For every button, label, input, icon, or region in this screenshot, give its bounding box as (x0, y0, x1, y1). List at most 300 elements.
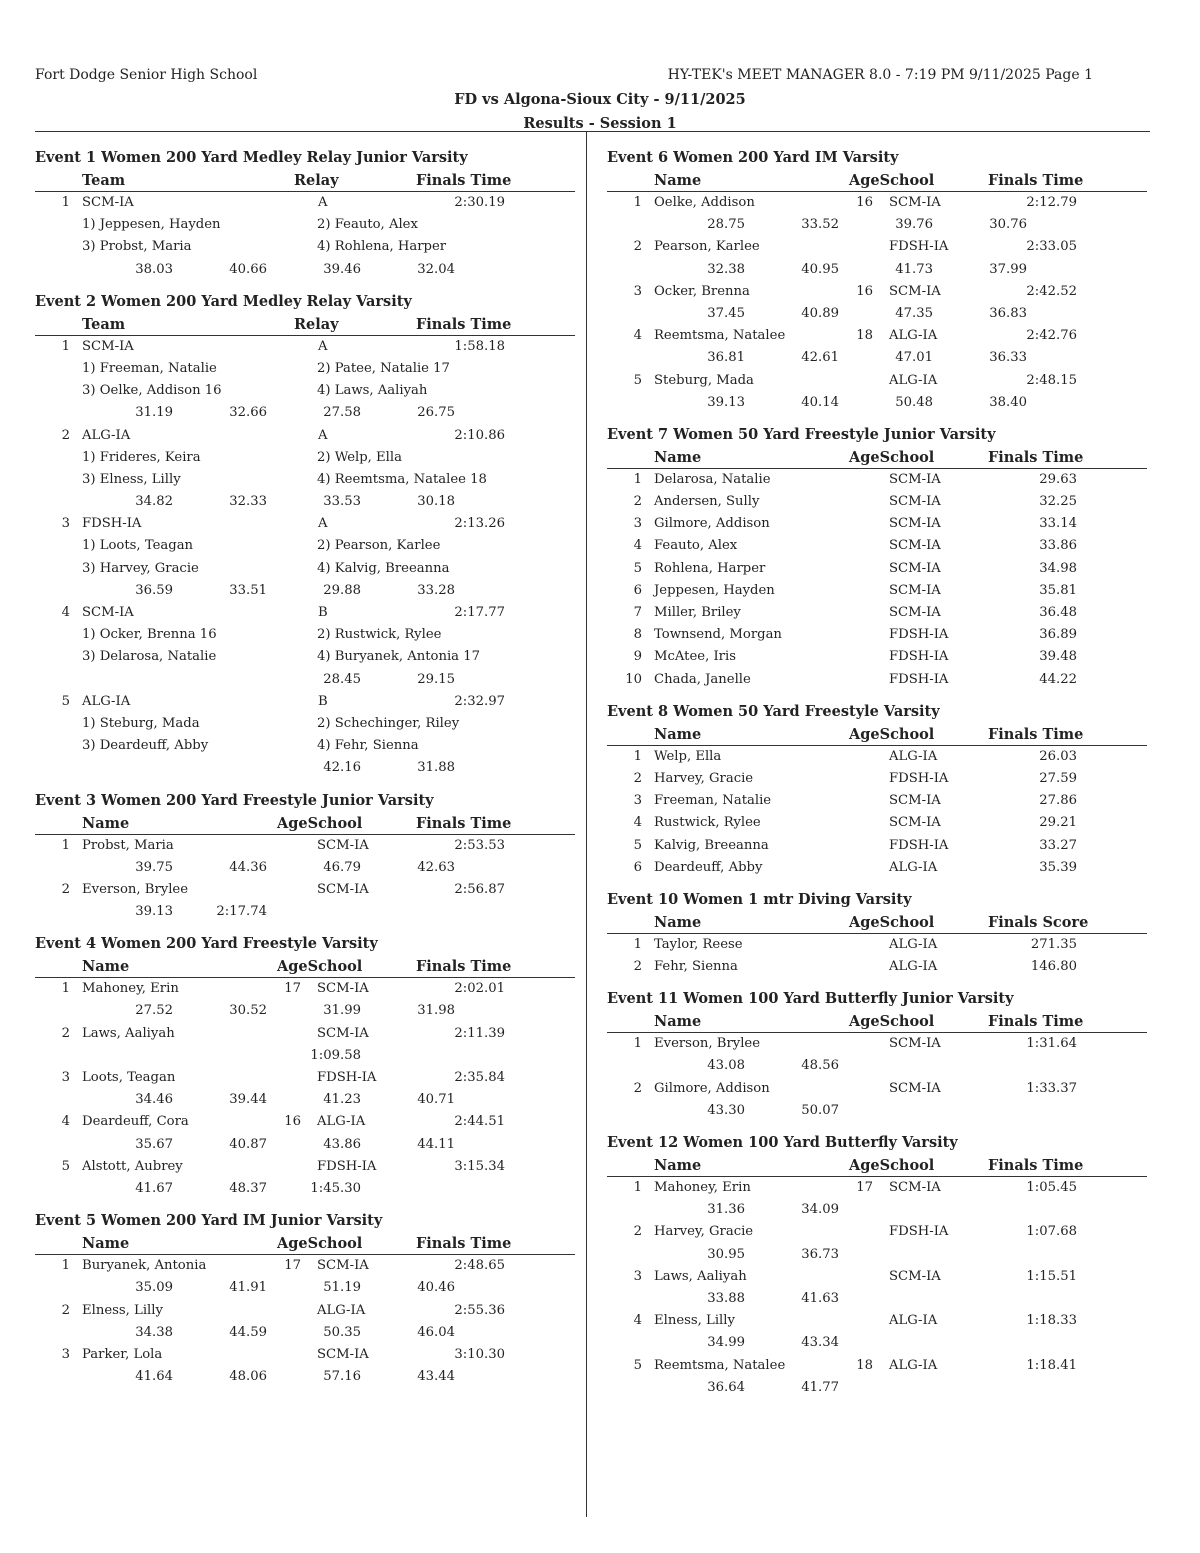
splits-row (607, 1100, 1147, 1122)
result-row (607, 192, 1147, 214)
school-code: SCM-IA (317, 981, 369, 997)
finals-time: 2:10.86 (454, 427, 505, 443)
place: 3 (61, 516, 70, 532)
split-time: 39.46 (323, 261, 361, 277)
split-time: 47.01 (895, 350, 933, 366)
relay-letter: B (318, 605, 328, 620)
relay-swimmers-row (35, 214, 575, 236)
header-ageschool: AgeSchool (849, 725, 935, 743)
finals-time: 1:58.18 (454, 338, 505, 354)
school-code: FDSH-IA (889, 627, 949, 643)
split-time: 40.14 (801, 394, 839, 410)
split-time: 38.40 (989, 394, 1027, 410)
result-row (607, 602, 1147, 624)
header-name: Name (654, 448, 702, 466)
column-headers (607, 912, 1147, 934)
column-headers (35, 1233, 575, 1255)
header-relay: Relay (294, 172, 339, 189)
result-row (607, 1078, 1147, 1100)
column-headers (35, 813, 575, 835)
swimmer-age: 16 (856, 195, 873, 210)
result-row (607, 513, 1147, 535)
split-time: 50.48 (895, 394, 933, 410)
relay-swimmer: 4) Rohlena, Harper (317, 239, 447, 255)
school-code: ALG-IA (317, 1114, 366, 1130)
split-time: 27.58 (323, 405, 361, 421)
column-headers (35, 170, 575, 192)
column-headers (607, 447, 1147, 469)
splits-row (35, 757, 575, 779)
splits-row (35, 1089, 575, 1111)
place: 5 (633, 1357, 642, 1373)
relay-swimmer: 3) Deardeuff, Abby (82, 738, 209, 754)
split-time: 48.56 (801, 1058, 839, 1074)
result-row (607, 535, 1147, 557)
finals-time: 2:17.77 (454, 605, 505, 620)
finals-time: 27.59 (1039, 770, 1077, 786)
swimmer-name: Chada, Janelle (654, 671, 751, 687)
header-finals: Finals Time (416, 172, 512, 189)
split-time: 29.88 (323, 582, 361, 598)
column-headers (607, 724, 1147, 746)
place: 1 (633, 1180, 642, 1195)
place: 10 (625, 671, 642, 687)
event-title: Event 10 Women 1 mtr Diving Varsity (607, 890, 912, 908)
school-code: SCM-IA (889, 1036, 941, 1052)
splits-row (35, 857, 575, 879)
split-time: 51.19 (323, 1280, 361, 1296)
relay-swimmers-row (35, 535, 575, 557)
swimmer-name: Taylor, Reese (654, 936, 743, 952)
result-row (607, 491, 1147, 513)
school-code: ALG-IA (889, 959, 938, 975)
relay-swimmers-row (35, 558, 575, 580)
header-finals: Finals Time (988, 1157, 1084, 1174)
swimmer-name: Oelke, Addison (654, 195, 755, 210)
place: 2 (633, 239, 642, 255)
event-block (607, 423, 1147, 691)
finals-time: 26.03 (1039, 748, 1077, 764)
header-finals: Finals Time (416, 958, 512, 976)
swimmer-name: Fehr, Sienna (654, 959, 738, 975)
swimmer-age: 17 (284, 981, 301, 997)
split-time: 48.37 (229, 1180, 267, 1196)
school-code: SCM-IA (889, 538, 941, 554)
header-name: Name (654, 1013, 702, 1031)
swimmer-age: 18 (856, 328, 873, 344)
software-info: HY-TEK's MEET MANAGER 8.0 - 7:19 PM 9/11/2025 Page 1 (667, 67, 1093, 83)
place: 3 (633, 1268, 642, 1284)
result-row (35, 425, 575, 447)
finals-time: 34.98 (1039, 560, 1077, 576)
split-time: 36.33 (989, 350, 1027, 366)
split-time: 36.59 (135, 582, 173, 598)
header-ageschool: AgeSchool (277, 814, 363, 832)
header-finals: Finals Time (988, 1013, 1084, 1031)
header-name: Name (82, 1235, 130, 1253)
team-name: SCM-IA (82, 195, 134, 210)
result-row (607, 812, 1147, 834)
swimmer-name: Pearson, Karlee (654, 239, 760, 255)
split-time: 31.19 (135, 405, 173, 421)
swimmer-name: Steburg, Mada (654, 372, 754, 388)
column-divider (586, 132, 587, 1517)
school-code: ALG-IA (889, 328, 938, 344)
finals-time: 1:07.68 (1026, 1224, 1077, 1240)
split-time: 41.63 (801, 1290, 839, 1306)
split-time: 33.53 (323, 494, 361, 510)
split-time: 46.04 (417, 1324, 455, 1340)
split-time: 46.79 (323, 859, 361, 875)
swimmer-name: Laws, Aaliyah (654, 1268, 747, 1284)
header-name: Name (654, 913, 702, 931)
split-time: 35.67 (135, 1136, 173, 1152)
relay-swimmer: 3) Probst, Maria (82, 239, 192, 255)
finals-time: 2:42.76 (1026, 328, 1077, 344)
split-time: 48.06 (229, 1369, 267, 1385)
relay-swimmers-row (35, 447, 575, 469)
meet-title: FD vs Algona-Sioux City - 9/11/2025 (454, 91, 746, 108)
result-row (607, 580, 1147, 602)
header-ageschool: AgeSchool (277, 958, 363, 976)
school-code: FDSH-IA (889, 649, 949, 665)
split-time: 40.89 (801, 305, 839, 321)
place: 1 (61, 837, 70, 853)
split-time: 1:09.58 (310, 1047, 361, 1063)
school-code: SCM-IA (889, 793, 941, 809)
splits-row (35, 491, 575, 513)
split-time: 28.45 (323, 671, 361, 687)
relay-swimmer: 4) Fehr, Sienna (317, 738, 419, 754)
relay-swimmers-row (35, 380, 575, 402)
swimmer-age: 18 (856, 1357, 873, 1373)
place: 2 (633, 1224, 642, 1240)
splits-row (607, 347, 1147, 369)
place: 5 (633, 560, 642, 576)
place: 4 (633, 328, 642, 344)
result-row (607, 624, 1147, 646)
split-time: 30.95 (707, 1246, 745, 1262)
splits-row (35, 1045, 575, 1067)
header-relay: Relay (294, 315, 339, 333)
splits-row (35, 580, 575, 602)
header-finals: Finals Time (416, 1235, 512, 1253)
split-time: 41.67 (135, 1180, 173, 1196)
place: 3 (633, 516, 642, 532)
split-time: 28.75 (707, 217, 745, 233)
split-time: 33.28 (417, 582, 455, 598)
event-title: Event 11 Women 100 Yard Butterfly Junior Varsity (607, 990, 1014, 1008)
place: 1 (633, 471, 642, 487)
split-time: 39.13 (707, 394, 745, 410)
relay-letter: B (318, 693, 328, 709)
school-code: FDSH-IA (317, 1158, 377, 1174)
result-row (35, 1255, 575, 1277)
team-name: ALG-IA (82, 693, 131, 709)
split-time: 30.18 (417, 494, 455, 510)
split-time: 41.23 (323, 1092, 361, 1108)
swimmer-name: Freeman, Natalie (654, 793, 772, 809)
result-row (607, 469, 1147, 491)
split-time: 32.66 (229, 405, 267, 421)
event-title: Event 1 Women 200 Yard Medley Relay Junior Varsity (35, 149, 468, 166)
event-title: Event 3 Women 200 Yard Freestyle Junior Varsity (35, 791, 434, 809)
relay-swimmer: 2) Welp, Ella (317, 449, 402, 465)
relay-swimmer: 3) Delarosa, Natalie (82, 649, 217, 665)
column-headers (607, 1011, 1147, 1033)
split-time: 2:17.74 (216, 904, 267, 920)
finals-time: 29.63 (1039, 471, 1077, 487)
finals-time: 2:35.84 (454, 1070, 505, 1085)
split-time: 31.98 (417, 1003, 455, 1019)
split-time: 33.51 (229, 582, 267, 598)
result-row (607, 746, 1147, 768)
finals-time: 3:10.30 (454, 1346, 505, 1362)
relay-swimmer: 2) Pearson, Karlee (317, 538, 441, 554)
place: 6 (633, 582, 642, 598)
swimmer-age: 16 (856, 283, 873, 299)
result-row (35, 1067, 575, 1089)
result-row (35, 1156, 575, 1178)
place: 1 (61, 1258, 70, 1274)
header-ageschool: AgeSchool (277, 1235, 363, 1253)
school-code: ALG-IA (889, 748, 938, 764)
split-time: 30.52 (229, 1003, 267, 1019)
place: 3 (61, 1070, 70, 1085)
relay-swimmers-row (35, 358, 575, 380)
finals-time: 271.35 (1030, 936, 1077, 952)
swimmer-name: Delarosa, Natalie (654, 471, 771, 487)
relay-swimmer: 4) Reemtsma, Natalee 18 (317, 471, 487, 487)
school-code: SCM-IA (889, 582, 941, 598)
splits-row (35, 1134, 575, 1156)
result-row (35, 1344, 575, 1366)
finals-time: 2:48.15 (1026, 372, 1077, 388)
splits-row (35, 1277, 575, 1299)
swimmer-name: Loots, Teagan (82, 1070, 176, 1085)
split-time: 44.11 (417, 1136, 455, 1152)
split-time: 36.73 (801, 1246, 839, 1262)
split-time: 35.09 (135, 1280, 173, 1296)
result-row (607, 281, 1147, 303)
relay-swimmer: 3) Elness, Lilly (82, 471, 181, 487)
school-code: SCM-IA (889, 815, 941, 831)
relay-swimmer: 4) Buryanek, Antonia 17 (317, 649, 481, 665)
splits-row (607, 1244, 1147, 1266)
swimmer-name: Feauto, Alex (654, 538, 738, 554)
swimmer-name: Mahoney, Erin (654, 1180, 751, 1195)
header-name: Name (654, 1157, 702, 1174)
split-time: 1:45.30 (310, 1180, 361, 1196)
event-block (607, 1131, 1147, 1399)
split-time: 40.87 (229, 1136, 267, 1152)
event-title: Event 7 Women 50 Yard Freestyle Junior Varsity (607, 425, 996, 443)
swimmer-name: McAtee, Iris (654, 649, 736, 665)
swimmer-name: Laws, Aaliyah (82, 1025, 175, 1041)
place: 1 (61, 981, 70, 997)
result-row (607, 857, 1147, 879)
finals-time: 2:48.65 (454, 1258, 505, 1274)
finals-time: 2:02.01 (454, 981, 505, 997)
finals-time: 32.25 (1039, 494, 1077, 510)
split-time: 40.95 (801, 261, 839, 277)
split-time: 44.36 (229, 859, 267, 875)
school-code: FDSH-IA (889, 1224, 949, 1240)
finals-time: 2:53.53 (454, 837, 505, 853)
place: 2 (633, 770, 642, 786)
result-row (35, 602, 575, 624)
swimmer-name: Rohlena, Harper (654, 560, 766, 576)
result-row (35, 513, 575, 535)
school-code: SCM-IA (889, 605, 941, 620)
finals-time: 1:31.64 (1026, 1036, 1077, 1052)
finals-time: 1:15.51 (1026, 1268, 1077, 1284)
split-time: 44.59 (229, 1324, 267, 1340)
finals-time: 35.81 (1039, 582, 1077, 598)
place: 5 (633, 837, 642, 853)
result-row (35, 835, 575, 857)
split-time: 27.52 (135, 1003, 173, 1019)
finals-time: 1:18.41 (1026, 1357, 1077, 1373)
school-code: SCM-IA (317, 881, 369, 897)
relay-swimmers-row (35, 646, 575, 668)
header-name: Name (654, 725, 702, 743)
header-name: Name (82, 958, 130, 976)
place: 7 (633, 605, 642, 620)
event-block (607, 987, 1147, 1122)
swimmer-name: Kalvig, Breeanna (654, 837, 769, 853)
result-row (607, 956, 1147, 978)
swimmer-name: Reemtsma, Natalee (654, 1357, 786, 1373)
header-ageschool: AgeSchool (849, 448, 935, 466)
swimmer-name: Deardeuff, Abby (654, 859, 763, 875)
column-headers (35, 956, 575, 978)
swimmer-name: Gilmore, Addison (654, 516, 770, 532)
swimmer-name: Harvey, Gracie (654, 1224, 754, 1240)
relay-swimmer: 4) Kalvig, Breeanna (317, 560, 450, 576)
split-time: 39.76 (895, 217, 933, 233)
event-title: Event 12 Women 100 Yard Butterfly Varsity (607, 1134, 958, 1151)
relay-swimmers-row (35, 236, 575, 258)
place: 2 (61, 427, 70, 443)
split-time: 34.38 (135, 1324, 173, 1340)
split-time: 34.82 (135, 494, 173, 510)
place: 2 (633, 959, 642, 975)
result-row (607, 768, 1147, 790)
finals-time: 36.89 (1039, 627, 1077, 643)
finals-time: 2:11.39 (454, 1025, 505, 1041)
split-time: 31.36 (707, 1202, 745, 1218)
column-headers (35, 314, 575, 336)
school-code: SCM-IA (889, 516, 941, 532)
result-row (607, 370, 1147, 392)
school-code: SCM-IA (317, 1346, 369, 1362)
right-column (607, 146, 1147, 1408)
team-name: FDSH-IA (82, 516, 142, 532)
split-time: 41.64 (135, 1369, 173, 1385)
relay-swimmer: 2) Rustwick, Rylee (317, 627, 442, 643)
finals-time: 27.86 (1039, 793, 1077, 809)
place: 1 (633, 1036, 642, 1052)
result-row (607, 1310, 1147, 1332)
splits-row (607, 259, 1147, 281)
split-time: 41.73 (895, 261, 933, 277)
school-code: FDSH-IA (889, 837, 949, 853)
relay-letter: A (318, 516, 328, 532)
relay-swimmer: 1) Steburg, Mada (82, 715, 200, 731)
split-time: 50.35 (323, 1324, 361, 1340)
split-time: 30.76 (989, 217, 1027, 233)
header-ageschool: AgeSchool (849, 1013, 935, 1031)
splits-row (607, 1288, 1147, 1310)
header-finals: Finals Time (988, 725, 1084, 743)
relay-letter: A (318, 195, 328, 210)
splits-row (35, 259, 575, 281)
place: 2 (61, 1302, 70, 1318)
split-time: 36.81 (707, 350, 745, 366)
result-row (607, 558, 1147, 580)
event-title: Event 8 Women 50 Yard Freestyle Varsity (607, 702, 940, 720)
swimmer-name: Everson, Brylee (82, 881, 189, 897)
header-team: Team (82, 315, 126, 333)
session-title: Results - Session 1 (523, 115, 677, 132)
relay-swimmer: 1) Ocker, Brenna 16 (82, 627, 217, 643)
finals-time: 35.39 (1039, 859, 1077, 875)
column-headers (607, 170, 1147, 192)
relay-swimmer: 1) Jeppesen, Hayden (82, 217, 221, 233)
finals-time: 2:56.87 (454, 881, 505, 897)
place: 1 (61, 195, 70, 210)
splits-row (607, 392, 1147, 414)
result-row (607, 236, 1147, 258)
relay-swimmers-row (35, 713, 575, 735)
place: 4 (633, 1313, 642, 1329)
header-finals: Finals Score (988, 913, 1089, 931)
split-time: 37.45 (707, 305, 745, 321)
header-ageschool: AgeSchool (849, 913, 935, 931)
split-time: 32.33 (229, 494, 267, 510)
school-code: FDSH-IA (889, 770, 949, 786)
split-time: 34.99 (707, 1335, 745, 1351)
event-title: Event 2 Women 200 Yard Medley Relay Varsity (35, 292, 412, 310)
school-code: ALG-IA (889, 372, 938, 388)
event-block (35, 146, 575, 281)
split-time: 47.35 (895, 305, 933, 321)
header-ageschool: AgeSchool (849, 1157, 935, 1174)
header-finals: Finals Time (988, 448, 1084, 466)
place: 5 (61, 1158, 70, 1174)
place: 1 (633, 936, 642, 952)
school-code: SCM-IA (889, 471, 941, 487)
place: 9 (633, 649, 642, 665)
place: 5 (633, 372, 642, 388)
relay-swimmers-row (35, 624, 575, 646)
finals-time: 2:55.36 (454, 1302, 505, 1318)
place: 2 (633, 494, 642, 510)
result-row (35, 879, 575, 901)
relay-letter: A (318, 338, 328, 354)
header-finals: Finals Time (416, 315, 512, 333)
splits-row (607, 303, 1147, 325)
result-row (35, 192, 575, 214)
result-row (607, 1221, 1147, 1243)
result-row (607, 646, 1147, 668)
place: 4 (633, 815, 642, 831)
school-code: SCM-IA (889, 494, 941, 510)
result-row (35, 978, 575, 1000)
school-code: SCM-IA (889, 560, 941, 576)
splits-row (607, 1377, 1147, 1399)
